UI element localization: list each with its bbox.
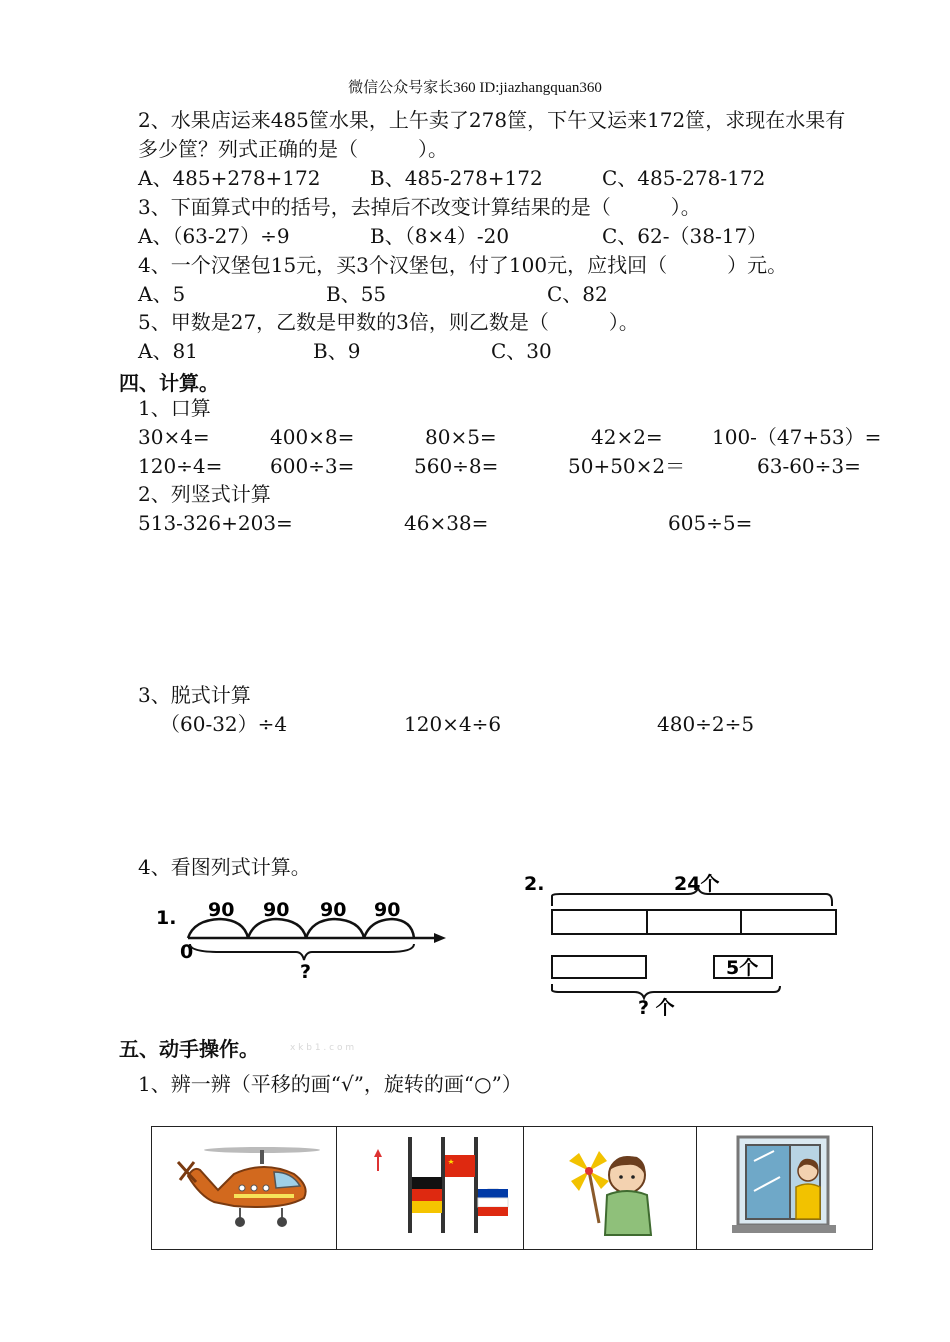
total-label: 24个	[674, 873, 720, 895]
window-icon	[724, 1131, 844, 1241]
section-5-title: 五、动手操作。	[119, 1037, 259, 1061]
question-3-option-a: A、（63-27）÷9	[138, 224, 290, 248]
arc-value: 90	[208, 899, 235, 921]
figure-2-number: 2.	[524, 873, 545, 895]
oral-calc-item: 63-60÷3=	[757, 454, 861, 478]
stepwise-calc-item: 480÷2÷5	[657, 712, 755, 736]
box-label: 5个	[726, 957, 759, 979]
question-5-option-a: A、81	[138, 339, 198, 363]
question-3-option-b: B、（8×4）-20	[370, 224, 510, 248]
question-3-option-c: C、62-（38-17）	[602, 224, 768, 248]
arrow-icon	[434, 933, 446, 943]
question-5-option-c: C、30	[491, 339, 552, 363]
oral-calc-item: 560÷8=	[414, 454, 499, 478]
oral-calc-item: 50+50×2＝	[568, 454, 686, 478]
section-5-question-1: 1、辨一辨（平移的画“√”，旋转的画“○”）	[138, 1072, 522, 1096]
cell-pinwheel[interactable]	[524, 1127, 696, 1250]
oral-calc-item: 80×5=	[425, 425, 497, 449]
question-mark: ?	[300, 961, 312, 982]
watermark: x k b 1 . c o m	[290, 1043, 355, 1053]
cell-helicopter[interactable]	[152, 1127, 337, 1250]
question-2-line2: 多少筐？列式正确的是（ ）。	[138, 137, 448, 161]
arc-value: 90	[263, 899, 290, 921]
picture-calc-label: 4、看图列式计算。	[138, 855, 311, 879]
cell-window[interactable]	[696, 1127, 872, 1250]
arc-value: 90	[374, 899, 401, 921]
oral-calc-item: 400×8=	[270, 425, 355, 449]
page-header: 微信公众号家长360 ID:jiazhangquan360	[348, 80, 602, 96]
figure-1-number-line	[150, 892, 450, 982]
flags-icon	[350, 1131, 510, 1241]
pinwheel-icon	[555, 1131, 665, 1241]
question-3-text: 3、下面算式中的括号，去掉后不改变计算结果的是（ ）。	[138, 195, 701, 219]
question-2-option-a: A、485+278+172	[138, 166, 321, 190]
stepwise-calc-item: 120×4÷6	[404, 712, 502, 736]
stepwise-calc-label: 3、脱式计算	[138, 683, 251, 707]
oral-calc-label: 1、口算	[138, 396, 211, 420]
question-5-option-b: B、9	[313, 339, 361, 363]
oral-calc-item: 42×2=	[591, 425, 663, 449]
picture-table	[151, 1126, 873, 1250]
stepwise-calc-item: （60-32）÷4	[160, 712, 288, 736]
zero-label: 0	[180, 941, 194, 963]
arc-value: 90	[320, 899, 347, 921]
vertical-calc-item: 605÷5=	[668, 511, 753, 535]
question-2-option-b: B、485-278+172	[370, 166, 543, 190]
question-2-line1: 2、水果店运来485筐水果，上午卖了278筐，下午又运来172筐，求现在水果有	[138, 108, 846, 132]
vertical-calc-label: 2、列竖式计算	[138, 482, 271, 506]
question-5-text: 5、甲数是27，乙数是甲数的3倍，则乙数是（ ）。	[138, 310, 639, 334]
question-label: ? 个	[638, 997, 675, 1016]
cell-flags[interactable]	[336, 1127, 524, 1250]
oral-calc-item: 120÷4=	[138, 454, 223, 478]
oral-calc-item: 600÷3=	[270, 454, 355, 478]
question-4-option-a: A、5	[138, 282, 186, 306]
oral-calc-item: 30×4=	[138, 425, 210, 449]
section-4-title: 四、计算。	[119, 371, 219, 395]
question-4-option-c: C、82	[547, 282, 608, 306]
question-4-option-b: B、55	[326, 282, 387, 306]
question-4-text: 4、一个汉堡包15元，买3个汉堡包，付了100元，应找回（ ）元。	[138, 253, 788, 277]
vertical-calc-item: 513-326+203=	[138, 511, 293, 535]
figure-1-number: 1.	[156, 907, 177, 929]
question-2-option-c: C、485-278-172	[602, 166, 766, 190]
vertical-calc-item: 46×38=	[404, 511, 489, 535]
figure-2-bar-model	[520, 866, 840, 1016]
oral-calc-item: 100-（47+53）=	[712, 425, 882, 449]
helicopter-icon	[164, 1136, 324, 1236]
arrow-up-icon	[374, 1149, 382, 1157]
